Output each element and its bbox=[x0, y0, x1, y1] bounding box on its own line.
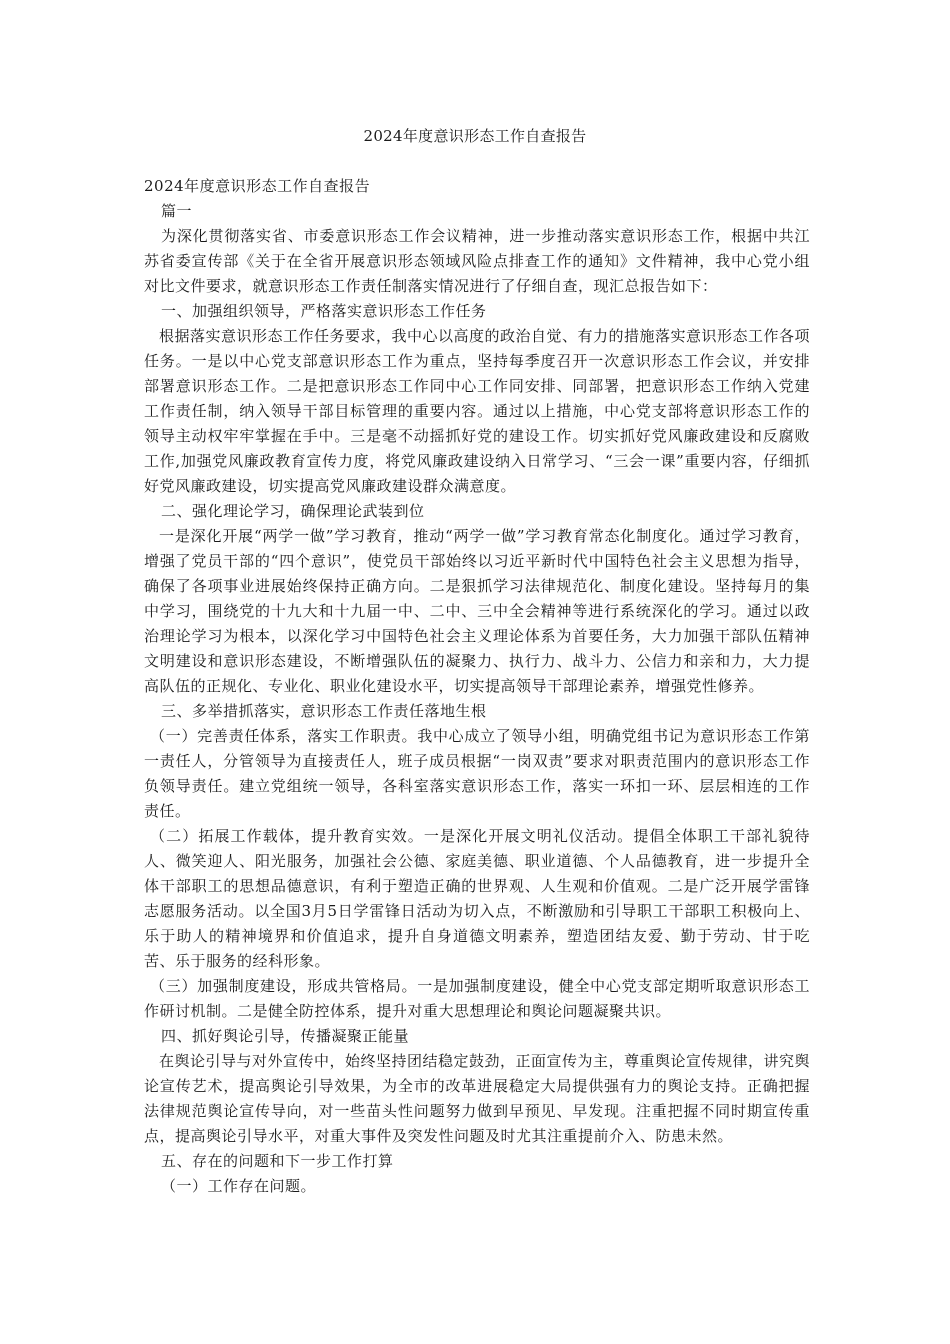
section-paragraph-3-1: （一）完善责任体系，落实工作职责。我中心成立了领导小组，明确党组书记为意识形态工作第一责任人，分管领导为直接责任人，班子成员根据“一岗双责”要求对职责范围内的意识形态工作负领导责任。建立党组统一领导，各科室落实意识形态工作，落实一环扣一环、层层相连的工作责任。 bbox=[144, 727, 810, 820]
document-title: 2024年度意识形态工作自查报告 bbox=[363, 127, 587, 145]
document-body bbox=[144, 174, 810, 1199]
section-heading-3: 三、多举措抓落实，意识形态工作责任落地生根 bbox=[161, 702, 487, 720]
section-heading-5: 五、存在的问题和下一步工作打算 bbox=[161, 1152, 394, 1170]
section-heading-4: 四、抓好舆论引导，传播凝聚正能量 bbox=[161, 1027, 410, 1045]
section-heading-1: 一、加强组织领导，严格落实意识形态工作任务 bbox=[161, 302, 487, 320]
section-paragraph-3-2: （二）拓展工作载体，提升教育实效。一是深化开展文明礼仪活动。提倡全体职工干部礼貌待人、微笑迎人、阳光服务，加强社会公德、家庭美德、职业道德、个人品德教育，进一步提升全体干部职工的思想品德意识，有利于塑造正确的世界观、人生观和价值观。二是广泛开展学雷锋志愿服务活动。以全国3月5日学雷锋日活动为切入点，不断激励和引导职工干部职工积极向上、乐于助人的精神境界和价值追求，提升自身道德文明素养，塑造团结友爱、勤于劳动、甘于吃苦、乐于服务的经科形象。 bbox=[144, 827, 810, 970]
section-paragraph-3-3: （三）加强制度建设，形成共管格局。一是加强制度建设，健全中心党支部定期听取意识形态工作研讨机制。二是健全防控体系，提升对重大思想理论和舆论问题凝聚共识。 bbox=[144, 977, 810, 1020]
intro-paragraph: 为深化贯彻落实省、市委意识形态工作会议精神，进一步推动落实意识形态工作，根据中共江苏省委宣传部《关于在全省开展意识形态领域风险点排查工作的通知》文件精神，我中心党小组对比文件要求，就意识形态工作责任制落实情况进行了仔细自查，现汇总报告如下： bbox=[144, 227, 810, 295]
body-heading: 2024年度意识形态工作自查报告 bbox=[144, 177, 371, 195]
subsection-heading-5-1: （一）工作存在问题。 bbox=[161, 1177, 317, 1195]
part-label: 篇一 bbox=[161, 202, 193, 220]
section-heading-2: 二、强化理论学习，确保理论武装到位 bbox=[161, 502, 425, 520]
section-paragraph-1: 根据落实意识形态工作任务要求，我中心以高度的政治自觉、有力的措施落实意识形态工作各项任务。一是以中心党支部意识形态工作为重点，坚持每季度召开一次意识形态工作会议，并安排部署意识形态工作。二是把意识形态工作同中心工作同安排、同部署，把意识形态工作纳入党建工作责任制，纳入领导干部目标管理的重要内容。通过以上措施，中心党支部将意识形态工作的领导主动权牢牢掌握在手中。三是毫不动摇抓好党的建设工作。切实抓好党风廉政建设和反腐败工作,加强党风廉政教育宣传力度，将党风廉政建设纳入日常学习、“三会一课”重要内容，仔细抓好党风廉政建设，切实提高党风廉政建设群众满意度。 bbox=[144, 327, 811, 495]
section-paragraph-2: 一是深化开展“两学一做”学习教育，推动“两学一做”学习教育常态化制度化。通过学习教育，增强了党员干部的“四个意识”，使党员干部始终以习近平新时代中国特色社会主义思想为指导，确保了各项事业进展始终保持正确方向。二是狠抓学习法律规范化、制度化建设。坚持每月的集中学习，围绕党的十九大和十九届一中、二中、三中全会精神等进行系统深化的学习。通过以政治理论学习为根本，以深化学习中国特色社会主义理论体系为首要任务，大力加强干部队伍精神文明建设和意识形态建设，不断增强队伍的凝聚力、执行力、战斗力、公信力和亲和力，大力提高队伍的正规化、专业化、职业化建设水平，切实提高领导干部理论素养，增强党性修养。 bbox=[144, 527, 810, 695]
section-paragraph-4: 在舆论引导与对外宣传中，始终坚持团结稳定鼓劲，正面宣传为主，尊重舆论宣传规律，讲究舆论宣传艺术，提高舆论引导效果，为全市的改革进展稳定大局提供强有力的舆论支持。正确把握法律规范舆论宣传导向，对一些苗头性问题努力做到早预见、早发现。注重把握不同时期宣传重点，提高舆论引导水平，对重大事件及突发性问题及时尤其注重提前介入、防患未然。 bbox=[144, 1052, 811, 1145]
